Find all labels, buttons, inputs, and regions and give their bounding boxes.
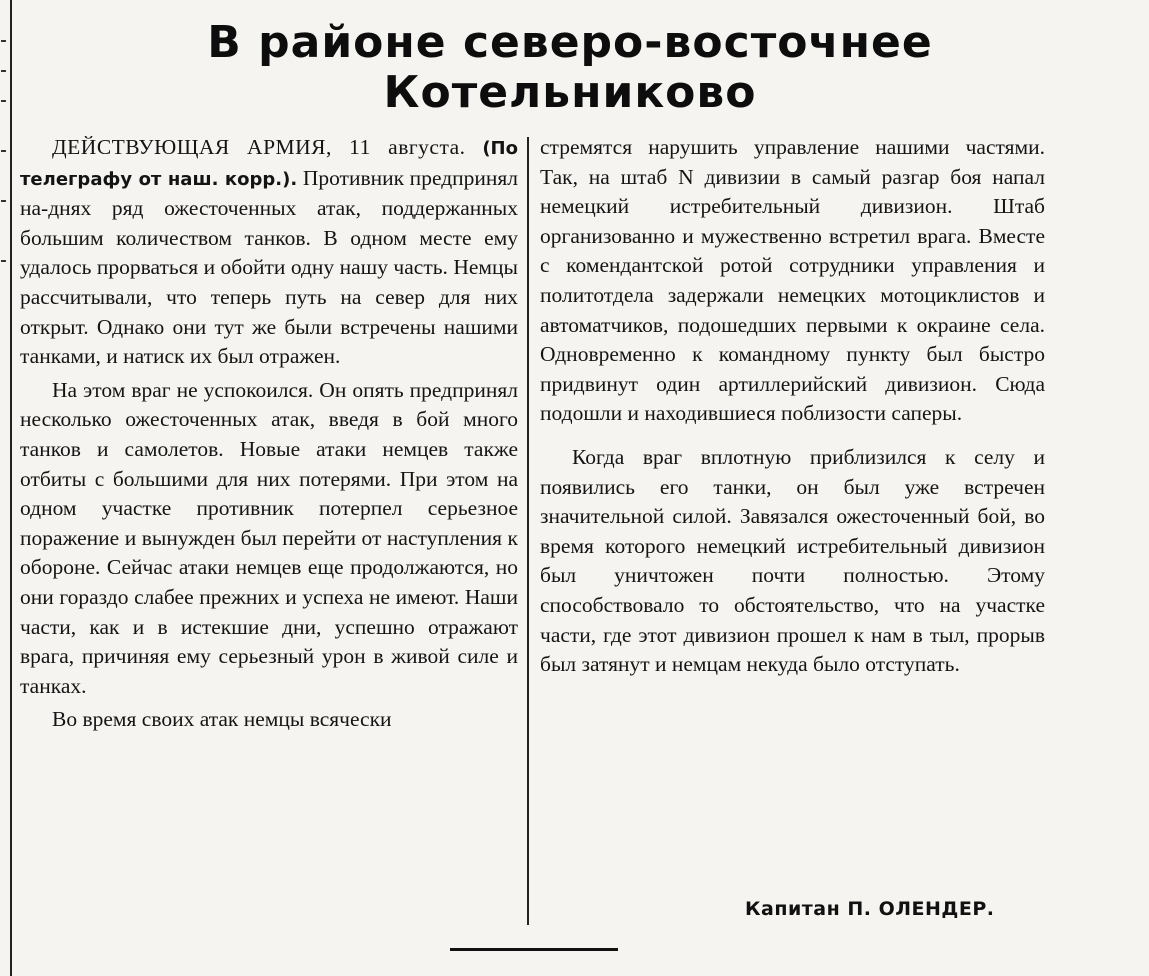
- paragraph-3-start: Во время своих атак немцы всячески: [52, 707, 392, 732]
- article-column-left: [20, 133, 518, 735]
- left-margin-marks: [0, 0, 8, 976]
- paragraph-1: [20, 133, 518, 372]
- headline-line-2: Котельниково: [383, 67, 757, 118]
- paragraph-4: Когда враг вплотную приблизился к селу и появились его танки, он был уже встречен значительной силой. Завязался ожесточенный бой, во время которого немецкий истребительный дивизион был уничтожен почти полностью. Этому способствовало то обстоятельство, что на участке части, где этот дивизион прошел к нам в тыл, прорыв был затянут и немцам некуда было отступать.: [540, 444, 1045, 677]
- author-signature: Капитан П. ОЛЕНДЕР.: [745, 898, 995, 920]
- headline-line-1: В районе северо-восточнее: [207, 17, 933, 68]
- dateline: ДЕЙСТВУЮЩАЯ АРМИЯ, 11 августа.: [52, 135, 466, 159]
- column-divider: [527, 137, 529, 925]
- paragraph-1-text: Противник предпринял на-днях ряд ожесточенных атак, поддержанных большим количеством танков. В одном месте ему удалось прорваться и обойти одну нашу часть. Немцы рассчитывали, что теперь путь на север для них открыт. Однако они тут же были встречены нашими танками, и натиск их был отражен.: [20, 165, 519, 369]
- source-credit: (По телеграфу от наш. корр.).: [20, 138, 518, 190]
- end-rule: [450, 948, 618, 951]
- paragraph-3-continued: стремятся нарушить управление нашими частями. Так, на штаб N дивизии в самый разгар боя напал немецкий истребительный дивизион. Штаб организованно и мужественно встретил врага. Вместе с комендантской ротой сотрудники управления и политотдела задержали немецких мотоциклистов и автоматчиков, подошедших первыми к окраине села. Одновременно к командному пункту был быстро придвинут один артиллерийский дивизион. Сюда подошли и находившиеся поблизости саперы.: [540, 135, 1045, 426]
- article-column-right: [540, 133, 1045, 680]
- paragraph-2: На этом враг не успокоился. Он опять предпринял несколько ожесточенных атак, введя в бой много танков и самолетов. Новые атаки немцев также отбиты с большими для них потерями. При этом на одном участке противник потерпел серьезное поражение и вынужден был перейти от наступления к обороне. Сейчас атаки немцев еще продолжаются, но они гораздо слабее прежних и успеха не имеют. Наши части, как и в истекшие дни, успешно отражают врага, причиняя ему серьезный урон в живой силе и танках.: [20, 377, 518, 698]
- article-headline: [130, 18, 1010, 118]
- left-column-rule: [10, 0, 12, 976]
